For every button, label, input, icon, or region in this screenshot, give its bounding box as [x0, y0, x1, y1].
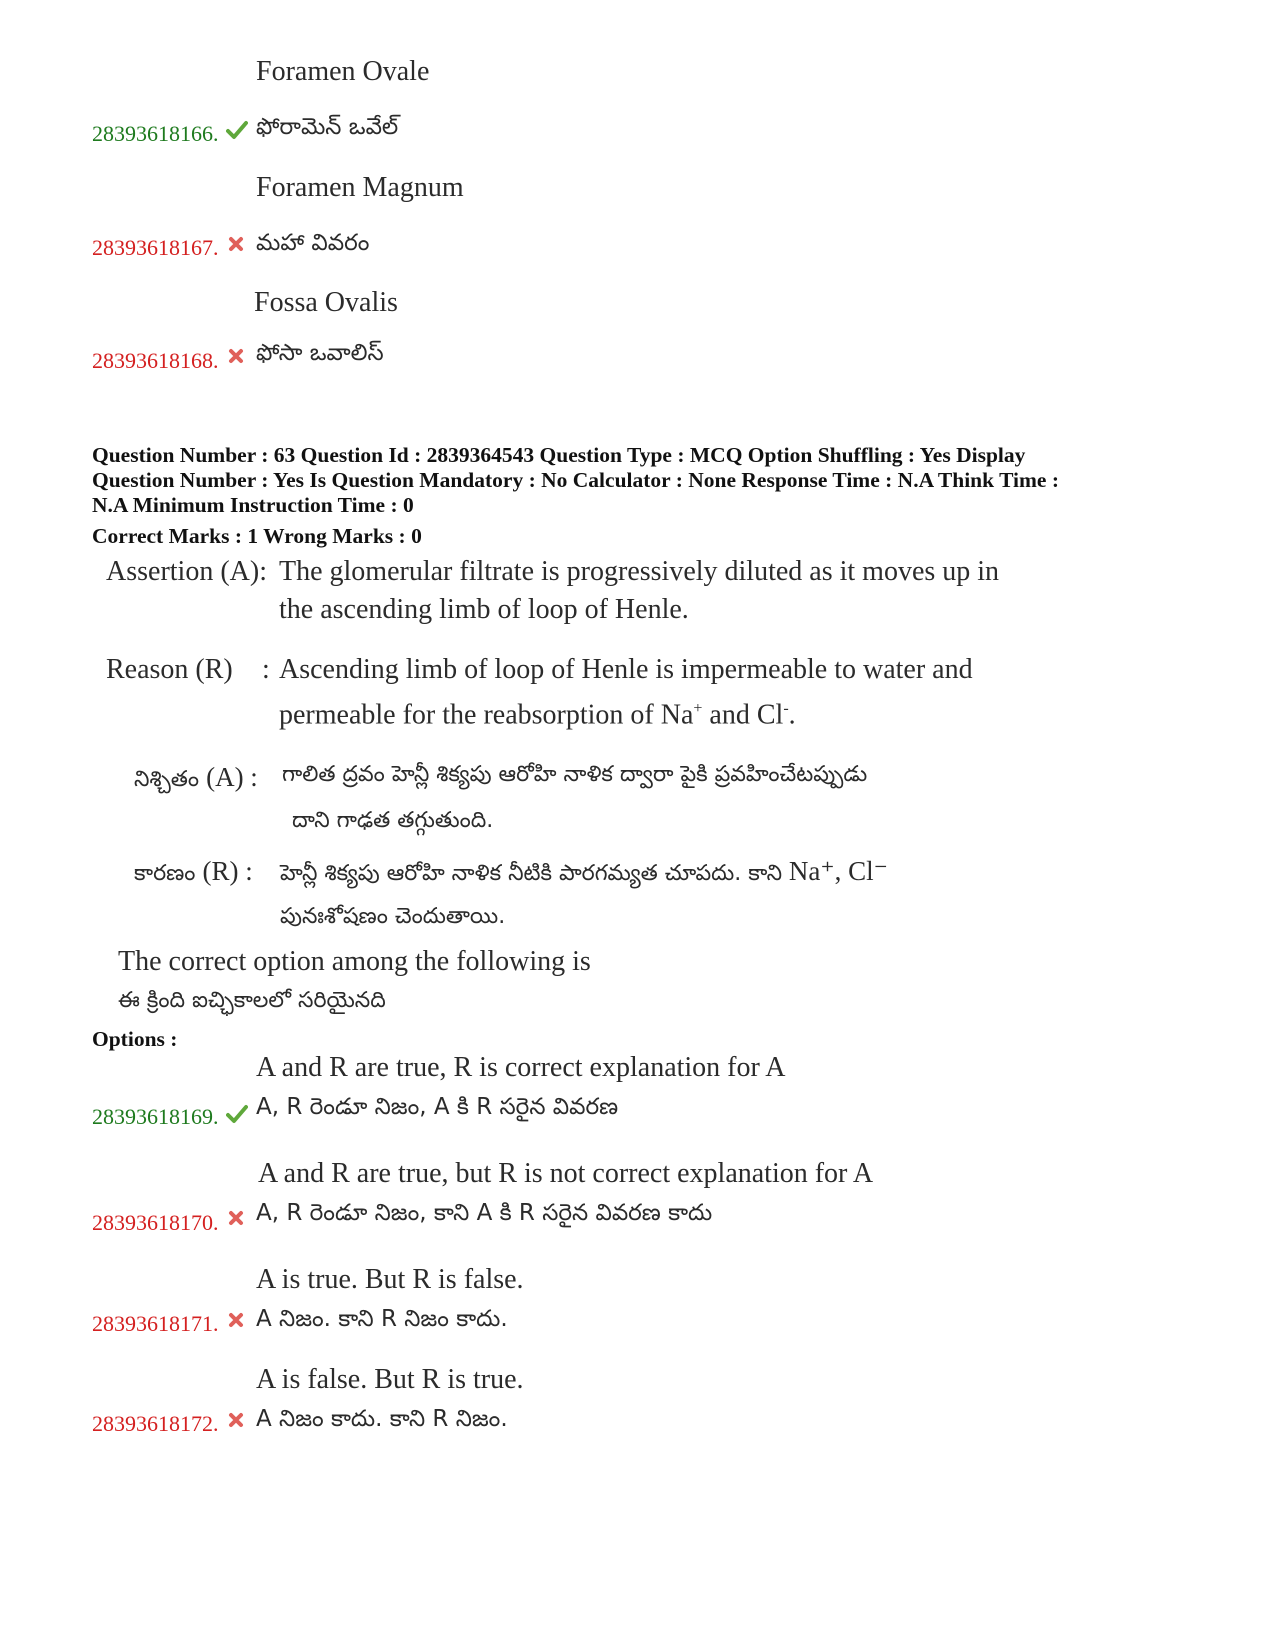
- question-marks: Correct Marks : 1 Wrong Marks : 0: [92, 524, 422, 548]
- option-text-en: Fossa Ovalis: [254, 287, 398, 318]
- cross-icon: [228, 1210, 244, 1226]
- option-text-te: A నిజం. కాని R నిజం కాదు.: [256, 1306, 508, 1332]
- cross-icon: [228, 1412, 244, 1428]
- option-id: 28393618169.: [92, 1104, 219, 1129]
- te-assertion-text: దాని గాఢత తగ్గుతుంది.: [292, 808, 494, 833]
- te-assertion-label: నిశ్చితం (A) :: [134, 762, 258, 792]
- option-text-te: A నిజం కాదు. కాని R నిజం.: [256, 1406, 508, 1432]
- check-icon: [226, 1104, 248, 1124]
- option-text-te: ఫోరామెన్ ఒవేల్: [256, 114, 399, 140]
- question-prompt-te: ఈ క్రింది ఐచ్ఛికాలలో సరియైనది: [118, 988, 386, 1013]
- option-text-en: Foramen Magnum: [256, 172, 464, 203]
- question-prompt: The correct option among the following is: [118, 946, 591, 977]
- reason-label: Reason (R): [106, 654, 233, 685]
- option-text-en: Foramen Ovale: [256, 56, 430, 87]
- option-text-en: A is true. But R is false.: [256, 1264, 524, 1295]
- option-id: 28393618168.: [92, 348, 219, 373]
- question-meta-line: N.A Minimum Instruction Time : 0: [92, 493, 414, 517]
- question-meta-line: Question Number : Yes Is Question Mandatory : No Calculator : None Response Time : N.A Think Time :: [92, 468, 1059, 492]
- option-id: 28393618166.: [92, 121, 219, 146]
- cross-icon: [228, 348, 244, 364]
- te-reason-label: కారణం (R) :: [134, 856, 253, 886]
- assertion-text: The glomerular filtrate is progressively diluted as it moves up in: [279, 556, 1000, 587]
- option-text-en: A and R are true, but R is not correct explanation for A: [258, 1158, 874, 1189]
- option-text-te: మహా వివరం: [256, 230, 370, 256]
- check-icon: [226, 120, 248, 140]
- cross-icon: [228, 1312, 244, 1328]
- reason-text: Ascending limb of loop of Henle is impermeable to water and: [279, 654, 973, 685]
- option-text-te: A, R రెండూ నిజం, కాని A కి R సరైన వివరణ కాదు: [256, 1200, 713, 1226]
- te-assertion-text: గాలిత ద్రవం హెన్లీ శిక్యపు ఆరోహి నాళిక ద్వారా పైకి ప్రవహించేటప్పుడు: [282, 762, 868, 787]
- option-text-en: A and R are true, R is correct explanation for A: [256, 1052, 786, 1083]
- option-text-te: A, R రెండూ నిజం, A కి R సరైన వివరణ: [256, 1094, 619, 1120]
- option-id: 28393618171.: [92, 1311, 219, 1336]
- option-id: 28393618170.: [92, 1210, 219, 1235]
- question-meta-line: Question Number : 63 Question Id : 2839364543 Question Type : MCQ Option Shuffling : Yes Display: [92, 443, 1026, 467]
- assertion-label: Assertion (A):: [106, 556, 267, 587]
- te-reason-text: హెన్లీ శిక్యపు ఆరోహి నాళిక నీటికి పారగమ్యత చూపదు. కాని Na⁺, Cl⁻: [280, 856, 888, 886]
- reason-colon: :: [262, 654, 270, 685]
- option-id: 28393618172.: [92, 1411, 219, 1436]
- option-id: 28393618167.: [92, 235, 219, 260]
- te-reason-text: పునఃశోషణం చెందుతాయి.: [280, 904, 506, 929]
- assertion-text: the ascending limb of loop of Henle.: [279, 594, 689, 625]
- cross-icon: [228, 236, 244, 252]
- option-text-en: A is false. But R is true.: [256, 1364, 524, 1395]
- options-label: Options :: [92, 1027, 178, 1051]
- reason-text: permeable for the reabsorption of Na+ and Cl-.: [279, 699, 796, 731]
- option-text-te: ఫోసా ఒవాలిస్: [256, 340, 384, 366]
